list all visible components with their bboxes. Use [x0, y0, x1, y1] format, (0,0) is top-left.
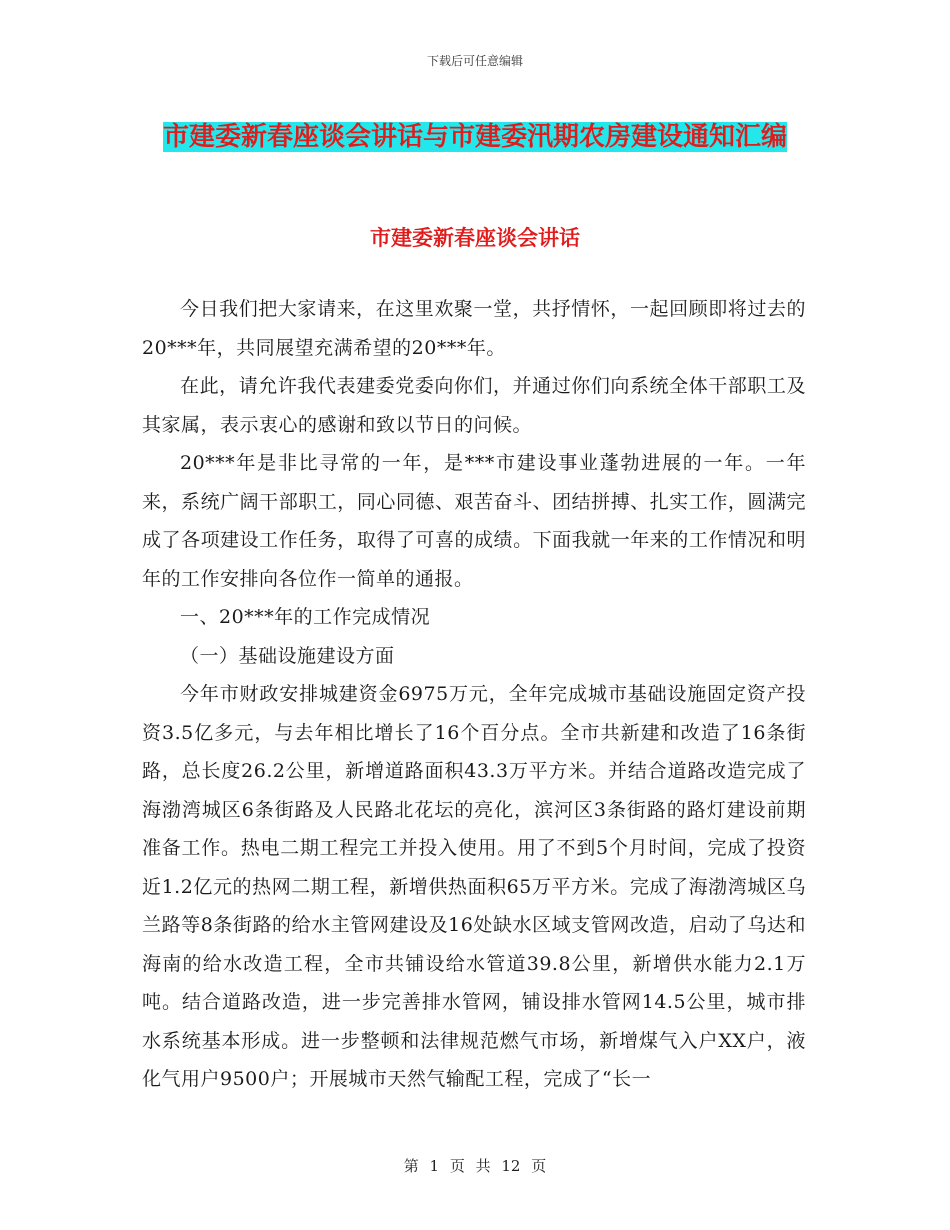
document-title	[150, 112, 800, 162]
heading-2: （一）基础设施建设方面	[180, 644, 395, 667]
document-title-text: 市建委新春座谈会讲话与市建委汛期农房建设通知汇编	[162, 122, 787, 152]
section-title: 市建委新春座谈会讲话	[370, 226, 580, 250]
heading-1: 一、20***年的工作完成情况	[180, 606, 431, 628]
paragraph: 在此，请允许我代表建委党委向你们，并通过你们向系统全体干部职工及其家属，表示衷心的感谢和致以节日的问候。	[142, 375, 806, 436]
paragraph: 今日我们把大家请来，在这里欢聚一堂，共抒情怀，一起回顾即将过去的20***年，共同展望充满希望的20***年。	[142, 298, 806, 359]
page-footer: 第 1 页 共 12 页	[403, 1157, 547, 1175]
paragraph: 今年市财政安排城建资金6975万元，全年完成城市基础设施固定资产投资3.5亿多元，与去年相比增长了16个百分点。全市共新建和改造了16条街路，总长度26.2公里，新增道路面积43.3万平方米。并结合道路改造完成了海渤湾城区6条街路及人民路北花坛的亮化，滨河区3条街路的路灯建设前期准备工作。热电二期工程完工并投入使用。用了不到5个月时间，完成了投资近1.2亿元的热网二期工程，新增供热面积65万平方米。完成了海渤湾城区乌兰路等8条街路的给水主管网建设及16处缺水区域支管网改造，启动了乌达和海南的给水改造工程，全市共铺设给水管道39.8公里，新增供水能力2.1万吨。结合道路改造，进一步完善排水管网，铺设排水管网14.5公里，城市排水系统基本形成。进一步整顿和法律规范燃气市场，新增煤气入户XX户，液化气用户9500户；开展城市天然气输配工程，完成了“长一	[142, 683, 806, 1090]
paragraph: 20***年是非比寻常的一年，是***市建设事业蓬勃进展的一年。一年来，系统广阔干部职工，同心同德、艰苦奋斗、团结拼搏、扎实工作，圆满完成了各项建设工作任务，取得了可喜的成绩。下面我就一年来的工作情况和明年的工作安排向各位作一简单的通报。	[142, 452, 806, 590]
document-body	[142, 290, 806, 1099]
header-note: 下载后可任意编辑	[426, 54, 523, 68]
